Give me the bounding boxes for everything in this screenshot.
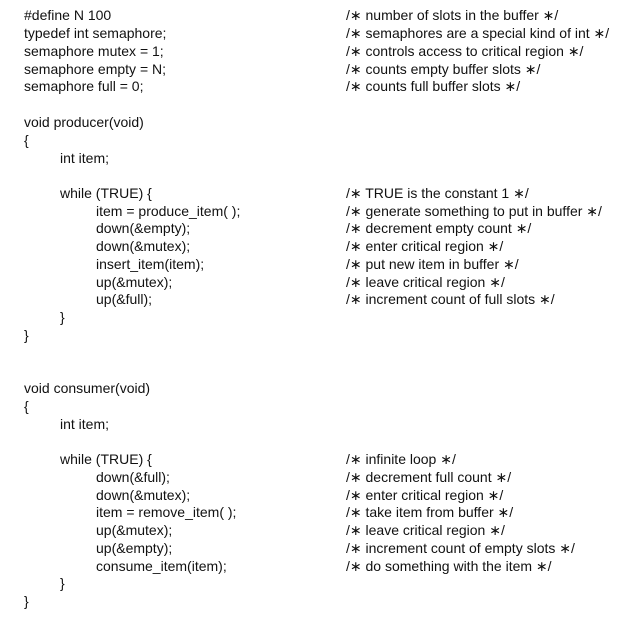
code-line-consumer-while-close: [0, 574, 638, 592]
code-text: {: [24, 132, 29, 148]
code-line-remove-item: [0, 503, 638, 521]
code-text: up(&full);: [96, 291, 153, 307]
code-comment: /∗ leave critical region ∗/: [346, 522, 505, 538]
code-comment: /∗ TRUE is the constant 1 ∗/: [346, 185, 529, 201]
code-comment: /∗ counts empty buffer slots ∗/: [346, 61, 541, 77]
code-line-up-mutex: [0, 273, 638, 291]
code-text: semaphore full = 0;: [24, 78, 144, 94]
code-comment: /∗ decrement empty count ∗/: [346, 220, 532, 236]
code-comment: /∗ take item from buffer ∗/: [346, 504, 514, 520]
code-comment: /∗ infinite loop ∗/: [346, 451, 456, 467]
code-line-consumer-up-mutex: [0, 521, 638, 539]
code-text: up(&mutex);: [96, 522, 173, 538]
code-text: down(&empty);: [96, 220, 191, 236]
code-text: }: [24, 593, 29, 609]
code-text: }: [60, 309, 65, 325]
code-text: void producer(void): [24, 114, 144, 130]
code-comment: /∗ decrement full count ∗/: [346, 469, 512, 485]
code-text: while (TRUE) {: [60, 185, 152, 201]
code-line-insert-item: [0, 255, 638, 273]
code-line-up-empty: [0, 539, 638, 557]
code-comment: /∗ do something with the item ∗/: [346, 558, 552, 574]
code-line-producer-open-brace: [0, 131, 638, 149]
code-comment: /∗ put new item in buffer ∗/: [346, 256, 519, 272]
code-text: down(&full);: [96, 469, 170, 485]
code-comment: /∗ increment count of full slots ∗/: [346, 291, 555, 307]
code-comment: /∗ leave critical region ∗/: [346, 274, 505, 290]
code-line-producer-while: [0, 184, 638, 202]
code-line-full: [0, 77, 638, 95]
code-line-down-full: [0, 468, 638, 486]
code-line-up-full: [0, 290, 638, 308]
code-text: }: [24, 327, 29, 343]
code-text: insert_item(item);: [96, 256, 205, 272]
code-text: typedef int semaphore;: [24, 25, 167, 41]
code-text: down(&mutex);: [96, 487, 191, 503]
code-comment: /∗ semaphores are a special kind of int ∗/: [346, 25, 610, 41]
code-line-mutex: [0, 42, 638, 60]
code-text: semaphore mutex = 1;: [24, 43, 164, 59]
code-comment: /∗ number of slots in the buffer ∗/: [346, 7, 559, 23]
code-text: semaphore empty = N;: [24, 61, 167, 77]
code-line-produce-item: [0, 202, 638, 220]
code-text: #define N 100: [24, 7, 112, 23]
code-comment: /∗ generate something to put in buffer ∗/: [346, 203, 602, 219]
code-text: consume_item(item);: [96, 558, 227, 574]
code-text: up(&mutex);: [96, 274, 173, 290]
code-line-consume-item: [0, 557, 638, 575]
code-comment: /∗ enter critical region ∗/: [346, 487, 504, 503]
code-line-consumer-open-brace: [0, 397, 638, 415]
code-line-consumer-signature: [0, 379, 638, 397]
code-text: up(&empty);: [96, 540, 173, 556]
code-line-producer-int-item: [0, 149, 638, 167]
code-line-define-n: [0, 6, 638, 24]
code-line-typedef: [0, 24, 638, 42]
code-comment: /∗ counts full buffer slots ∗/: [346, 78, 521, 94]
code-text: while (TRUE) {: [60, 451, 152, 467]
code-line-consumer-int-item: [0, 415, 638, 433]
code-text: item = remove_item( );: [96, 504, 237, 520]
code-comment: /∗ increment count of empty slots ∗/: [346, 540, 575, 556]
code-line-producer-close-brace: [0, 326, 638, 344]
code-comment: /∗ enter critical region ∗/: [346, 238, 504, 254]
code-line-producer-while-close: [0, 308, 638, 326]
code-text: void consumer(void): [24, 380, 151, 396]
code-comment: /∗ controls access to critical region ∗/: [346, 43, 584, 59]
code-line-down-empty: [0, 219, 638, 237]
code-line-producer-signature: [0, 113, 638, 131]
code-line-consumer-down-mutex: [0, 486, 638, 504]
code-text: item = produce_item( );: [96, 203, 241, 219]
code-line-consumer-close-brace: [0, 592, 638, 610]
code-line-consumer-while: [0, 450, 638, 468]
code-text: }: [60, 575, 65, 591]
code-line-empty: [0, 60, 638, 78]
code-line-down-mutex: [0, 237, 638, 255]
code-text: int item;: [60, 416, 110, 432]
code-text: {: [24, 398, 29, 414]
code-text: down(&mutex);: [96, 238, 191, 254]
code-text: int item;: [60, 150, 110, 166]
